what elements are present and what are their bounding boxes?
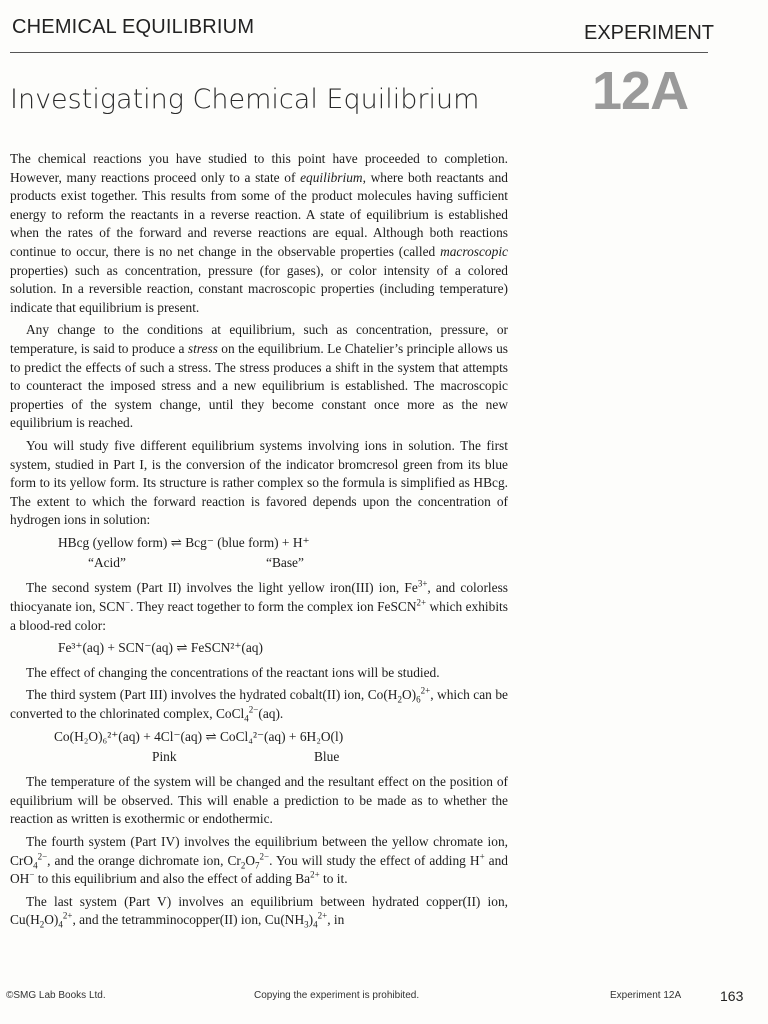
paragraph-temperature: The temperature of the system will be changed and the resultant effect on the position of equilibrium will be observed. This will enable a prediction to be made as to whether the reaction as written is exothermic or endothermic. [10,774,508,827]
header-rule [10,52,708,53]
equation-cobalt-labels [10,748,508,767]
paragraph-part2: The second system (Part II) involves the light yellow iron(III) ion, $Fe^{3+}$, and colorless thiocyanate ion, SCN−. They react together to form the complex ion FeSCN$^{2+}$ which exhibits a blood-red color: [10,579,508,633]
header-experiment-label: EXPERIMENT [584,22,715,44]
equation-bromcresol: HBcg (yellow form) ⇌ Bcg⁻ (blue form) + H⁺ [58,534,310,550]
page-title: Investigating Chemical Equilibrium [10,84,480,115]
label-base: “Base” [266,555,304,571]
body-text [10,150,508,934]
equation-bromcresol-labels [10,554,508,573]
footer-copyright: ©SMG Lab Books Ltd. [6,990,106,1001]
experiment-number: 12A [592,61,689,121]
paragraph-intro: The chemical reactions you have studied to this point have proceeded to completion. However, many reactions proceed only to a state of equilibrium, where both reactants and products exist together. This results from some of the product molecules having sufficient energy to reform the reactants in a reverse reaction. A state of equilibrium is established when the rates of the forward and reverse reactions are equal. Although both reactions continue to occur, there is no net change in the observable properties (called macroscopic properties) such as concentration, pressure (for gases), or color intensity of a colored solution. In a reversible reaction, constant macroscopic properties (including temperature) indicate that equilibrium is present. [10,151,508,315]
header-section-title: CHEMICAL EQUILIBRIUM [12,16,255,38]
equation-cobalt: Co(H₂O)₆²⁺(aq) + 4Cl⁻(aq) ⇌ CoCl₄²⁻(aq) + 6H₂O(l) [54,728,344,744]
label-blue: Blue [314,749,340,765]
label-acid: “Acid” [88,555,126,571]
equation-thiocyanate: Fe³⁺(aq) + SCN⁻(aq) ⇌ FeSCN²⁺(aq) [58,640,263,656]
page-number: 163 [720,988,744,1004]
footer-notice: Copying the experiment is prohibited. [254,990,420,1001]
paragraph-part1: You will study five different equilibrium systems involving ions in solution. The first system, studied in Part I, is the conversion of the indicator bromcresol green from its blue form to its yellow form. Its structure is rather complex so the formula is simplified as HBcg. The extent to which the forward reaction is favored depends upon the concentration of hydrogen ions in solution: [10,437,508,528]
paragraph-part4: The fourth system (Part IV) involves the equilibrium between the yellow chromate ion, CrO$_4^{2-}$, and the orange dichromate ion, $Cr_2O_7^{2-}$. You will study the effect of adding H+ and OH− to this equilibrium and also the effect of adding $Ba^{2+}$ to it. [10,834,508,887]
paragraph-stress: Any change to the conditions at equilibrium, such as concentration, pressure, or temperature, is said to produce a stress on the equilibrium. Le Chatelier’s principle allows us to predict the effects of such a stress. The stress produces a shift in the system that attempts to counteract the imposed stress and a new equilibrium is established. The macroscopic properties of the system change, until they become constant once more as the new equilibrium is reached. [10,322,508,431]
label-pink: Pink [152,749,177,765]
footer-experiment: Experiment 12A [610,990,682,1001]
paragraph-part2-effect: The effect of changing the concentrations of the reactant ions will be studied. [26,664,440,680]
paragraph-part5: The last system (Part V) involves an equilibrium between hydrated copper(II) ion, $Cu(H_2O)_4^{2+}$, and the tetramminocopper(II) ion, $Cu(NH_3)_4^{2+}$, in [10,893,508,931]
paragraph-part3: The third system (Part III) involves the hydrated cobalt(II) ion, $Co(H_2O)_6^{2+}$, which can be converted to the chlorinated complex, CoCl$_4^{2-}$(aq). [10,685,508,724]
